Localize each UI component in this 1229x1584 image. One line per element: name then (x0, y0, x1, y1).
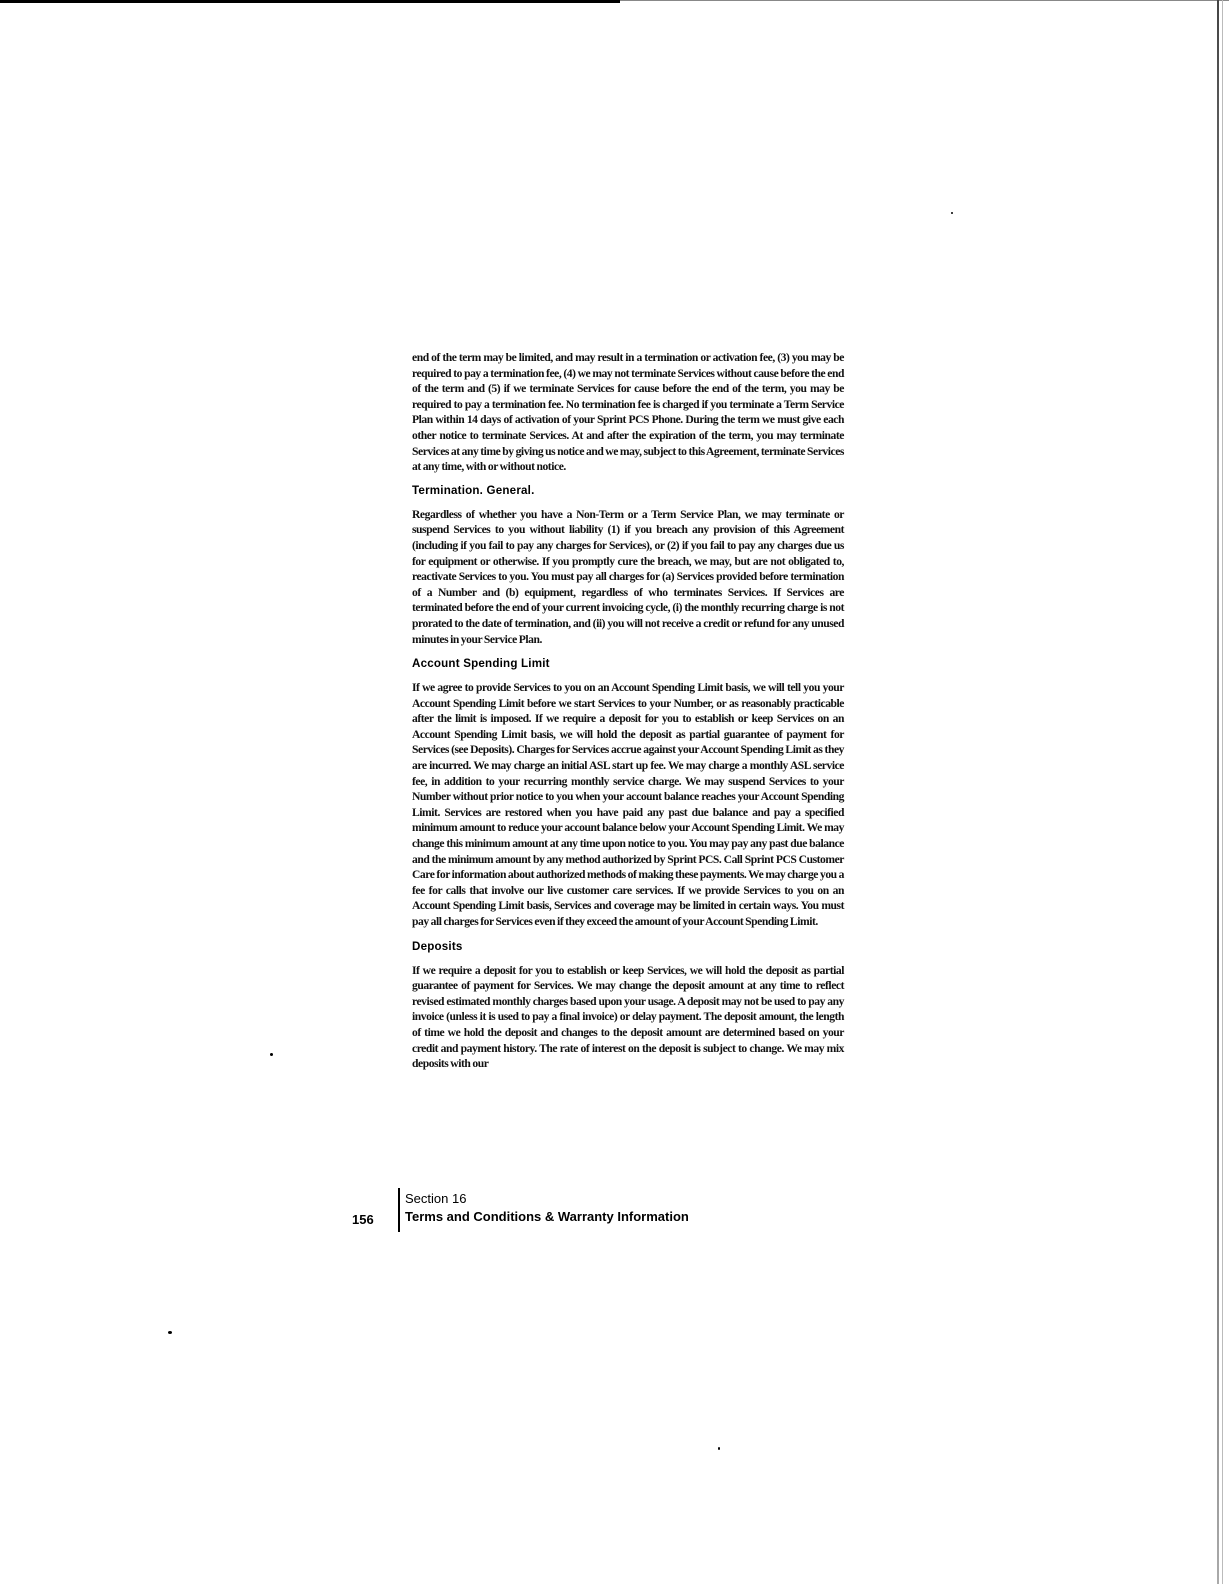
heading-termination-general: Termination. General. (412, 483, 535, 497)
scan-right-edge (1217, 0, 1219, 1584)
paragraph-termination-general: Regardless of whether you have a Non-Term or a Term Service Plan, we may terminate or suspend Services to you without liability (1) if you breach any provision of this Agreement (including if you fail to pay any charges for Services), or (2) if you fail to pay any charges due us for equipment or otherwise. If you promptly cure the breach, we may, but are not obligated to, reactivate Services to you. You must pay all charges for (a) Services provided before termination of a Number and (b) equipment, regardless of who terminates Services. If Services are terminated before the end of your current invoicing cycle, (i) the monthly recurring charge is not prorated to the date of termination, and (ii) you will not receive a credit or refund for any unused minutes in your Service Plan. (412, 507, 844, 646)
heading-deposits: Deposits (412, 939, 463, 953)
section-label: Section 16 (405, 1191, 467, 1206)
paragraph-account-spending-limit: If we agree to provide Services to you on an Account Spending Limit basis, we will tell you your Account Spending Limit before we start Services to your Number, or as reasonably practicable after the limit is imposed. If we require a deposit for you to establish or keep Services on an Account Spending Limit basis, we will hold the deposit as partial guarantee of payment for Services (see Deposits). Charges for Services accrue against your Account Spending Limit as they are incurred. We may charge an initial ASL start up fee. We may charge a monthly ASL service fee, in addition to your recurring monthly service charge. We may suspend Services to your Number without prior notice to you when your account balance reaches your Account Spending Limit. Services are restored when you have paid any past due balance and pay a specified minimum amount to reduce your account balance below your Account Spending Limit. We may change this minimum amount at any time upon notice to you. You may pay any past due balance and the minimum amount by any method authorized by Sprint PCS. Call Sprint PCS Customer Care for information about authorized methods of making these payments. We may charge you a fee for calls that involve our live customer care services. If we provide Services to you on an Account Spending Limit basis, Services and coverage may be limited in certain ways. You must pay all charges for Services even if they exceed the amount of your Account Spending Limit. (412, 681, 844, 928)
scan-speck (718, 1447, 720, 1450)
scan-speck (168, 1331, 172, 1334)
section-title: Terms and Conditions & Warranty Information (405, 1209, 689, 1224)
document-body (412, 350, 844, 1072)
heading-account-spending-limit: Account Spending Limit (412, 657, 550, 671)
scan-right-edge-secondary (1222, 0, 1223, 1584)
scan-top-edge (0, 0, 620, 3)
scan-top-edge-thin (620, 0, 1229, 1)
intro-paragraph: end of the term may be limited, and may result in a termination or activation fee, (3) you may be required to pay a termination fee, (4) we may not terminate Services without cause before the end of the term and (5) if we terminate Services for cause before the end of the term, you may be required to pay a termination fee. No termination fee is charged if you terminate a Term Service Plan within 14 days of activation of your Sprint PCS Phone. During the term we must give each other notice to terminate Services. At and after the expiration of the term, you may terminate Services at any time by giving us notice and we may, subject to this Agreement, terminate Services at any time, with or without notice. (412, 351, 844, 474)
scan-speck (270, 1053, 273, 1056)
footer-divider (398, 1188, 400, 1232)
paragraph-deposits: If we require a deposit for you to establish or keep Services, we will hold the deposit as partial guarantee of payment for Services. We may change the deposit amount at any time to reflect revised estimated monthly charges based upon your usage. A deposit may not be used to pay any invoice (unless it is used to pay a final invoice) or delay payment. The deposit amount, the length of time we hold the deposit and changes to the deposit amount are determined based on your credit and payment history. The rate of interest on the deposit is subject to change. We may mix deposits with our (412, 963, 844, 1071)
scan-speck (951, 212, 953, 214)
page-number: 156 (352, 1212, 374, 1227)
page-footer (352, 1188, 772, 1232)
